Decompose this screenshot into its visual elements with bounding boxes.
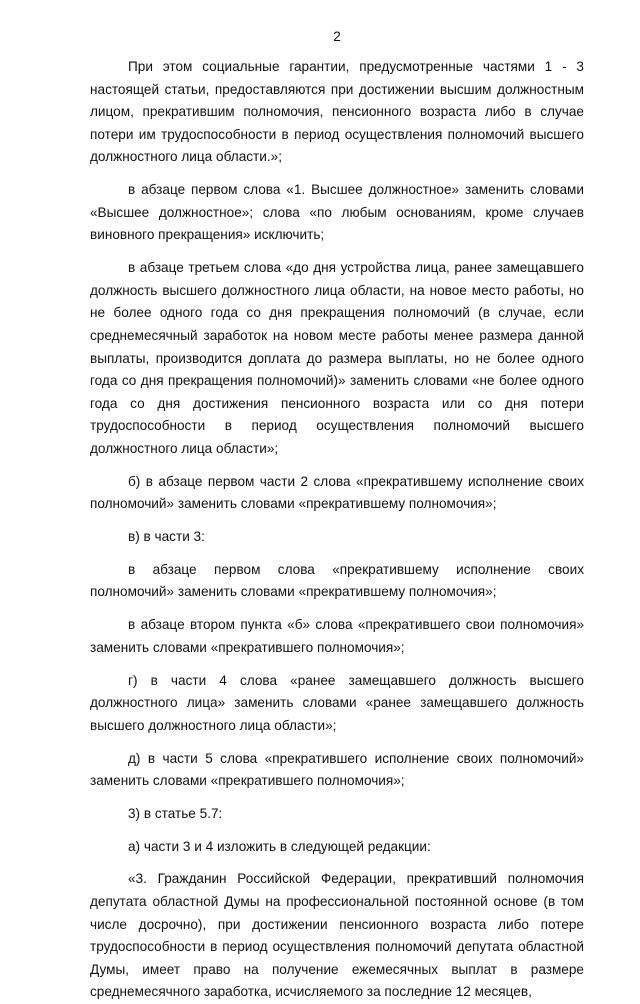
paragraph-v-first-abzac: в абзаце первом слова «прекратившему исполнение своих полномочий» заменить словами «прекратившему полномочия»; (90, 561, 584, 600)
paragraph-article-5-7: 3) в статье 5.7: (128, 805, 223, 821)
paragraph-third-abzac: в абзаце третьем слова «до дня устройства лица, ранее замещавшего должность высшего должностного лица области, на новое место работы, но не более одного года со дня прекращения полномочий (в случае, если среднемесячный заработок на новом месте работы менее размера данной выплаты, производится доплата до размера выплаты, но не более одного года со дня прекращения полномочий)» заменить словами «не более одного года со дня достижения пенсионного возраста или со дня потери трудоспособности в период осуществления полномочий высшего должностного лица области»; (90, 260, 584, 456)
paragraph-v-second-abzac: в абзаце втором пункта «б» слова «прекратившего свои полномочия» заменить словами «прекратившего полномочия»; (90, 617, 584, 655)
page-number: 2 (333, 29, 341, 44)
paragraph-part-3-text: «3. Гражданин Российской Федерации, прекративший полномочия депутата областной Думы на профессиональной постоянной основе (в том числе досрочно), при достижении пенсионного возраста либо потере трудоспособности в период осуществления полномочий депутата областной Думы, имеет право на получение ежемесячных выплат в размере среднемесячного заработка, исчисляемого за последние 12 месяцев, (90, 871, 584, 1000)
paragraph-item-a: а) части 3 и 4 изложить в следующей редакции: (128, 838, 431, 854)
paragraph-social-guarantees: При этом социальные гарантии, предусмотренные частями 1 - 3 настоящей статьи, предоставляются при достижении высшим должностным лицом, прекратившим полномочия, пенсионного возраста либо в случае потери им трудоспособности в период осуществления полномочий высшего должностного лица области.»; (90, 59, 584, 165)
paragraph-item-g: г) в части 4 слова «ранее замещавшего должность высшего должностного лица» заменить словами «ранее замещавшего должность высшего должностного лица области»; (90, 672, 584, 733)
paragraph-first-abzac: в абзаце первом слова «1. Высшее должностное» заменить словами «Высшее должностное»; слова «по любым основаниям, кроме случаев виновного прекращения» исключить; (90, 182, 584, 243)
paragraph-item-b: б) в абзаце первом части 2 слова «прекратившему исполнение своих полномочий» заменить словами «прекратившему полномочия»; (90, 473, 584, 512)
paragraph-item-v: в) в части 3: (128, 529, 205, 545)
paragraph-item-d: д) в части 5 слова «прекратившего исполнение своих полномочий» заменить словами «прекратившего полномочия»; (90, 750, 584, 789)
